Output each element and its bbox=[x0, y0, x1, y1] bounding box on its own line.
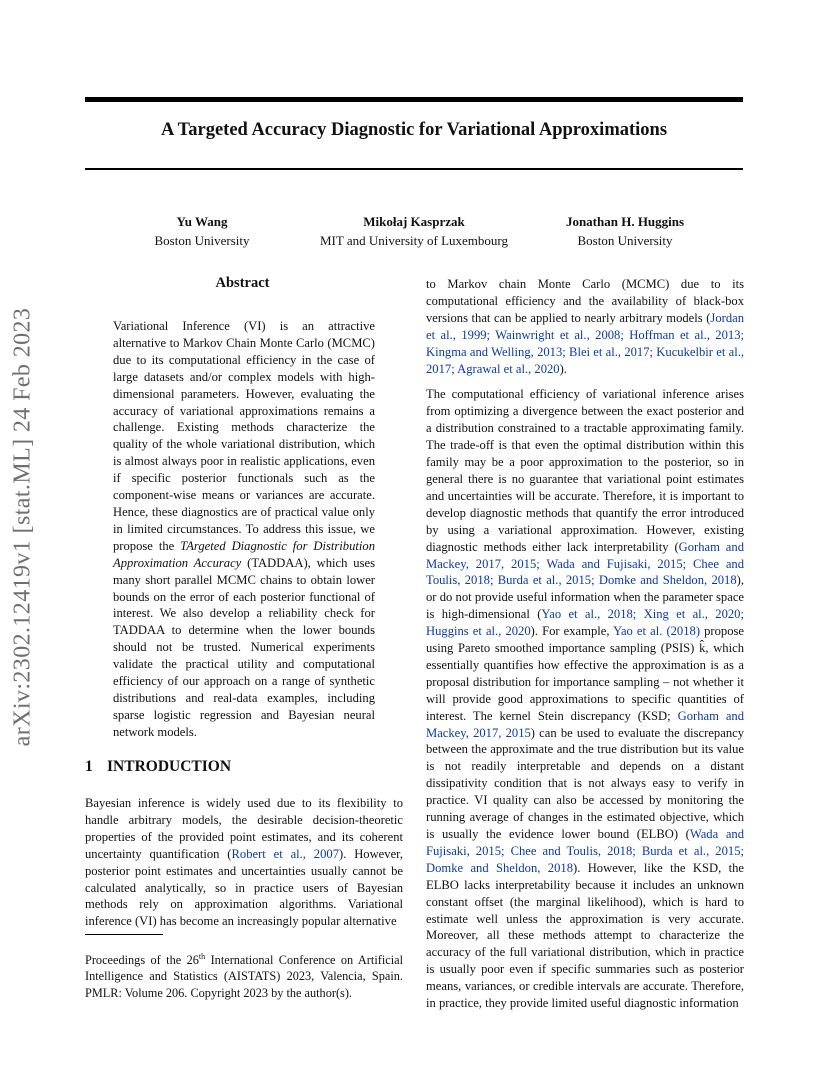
author-affiliation: Boston University bbox=[154, 233, 250, 248]
intro-text: Bayesian inference is widely used due to its flexibility to handle arbitrary models, the desirable decision-theoretic properties of the provided point estimates, and its coherent uncertainty quantification ( bbox=[85, 796, 403, 861]
body-text: to Markov chain Monte Carlo (MCMC) due to its computational efficiency and the availability of black-box versions that can be applied to nearly arbitrary models ( bbox=[426, 277, 744, 325]
intro-text: ). However, posterior point estimates and uncertainties usually cannot be calculated analytically, so in practice users of Bayesian methods rely on approximation algorithms. Variational inference (VI) has become an increasingly popular alternative bbox=[85, 846, 403, 929]
citation-link[interactable]: Robert et al., 2007 bbox=[231, 846, 339, 861]
title-rule-top bbox=[85, 97, 743, 102]
abstract-paragraph bbox=[113, 318, 375, 741]
citation-link[interactable]: Jordan et al., 1999; Wainwright et al., 2008; Hoffman et al., 2013; Kingma and Welling, 2013; Blei et al., 2017; Kucukelbir et al., 2017; Agrawal et al., 2020 bbox=[426, 310, 744, 376]
footnote-part: Proceedings of the 26 bbox=[85, 953, 199, 967]
abstract-body bbox=[113, 318, 375, 741]
citation-link[interactable]: Wada and Fujisaki, 2015; Chee and Toulis, 2018; Burda et al., 2015; Domke and Sheldon, 2018 bbox=[426, 827, 744, 875]
author-block bbox=[555, 212, 695, 250]
right-paragraph bbox=[426, 276, 744, 377]
author-block bbox=[140, 212, 264, 250]
intro-paragraph bbox=[85, 795, 403, 930]
author-name: Jonathan H. Huggins bbox=[565, 214, 685, 229]
body-text: ). bbox=[559, 361, 567, 376]
footnote-rule bbox=[85, 934, 163, 935]
abstract-text: Variational Inference (VI) is an attractive alternative to Markov Chain Monte Carlo (MCMC) due to its computational efficiency in the case of large datasets and/or complex models with high-dimensional parameters. However, evaluating the accuracy of variational approximations remains a challenge. Existing methods characterize the quality of the whole variational distribution, which is almost always poor in realistic applications, even if specific posterior functionals such as the component-wise means or variances are accurate. Hence, these diagnostics are of practical value only in limited circumstances. To address this issue, we propose the bbox=[113, 319, 375, 553]
author-block bbox=[307, 212, 521, 250]
method-name: TArgeted Diagnostic for Distribution Approximation Accuracy bbox=[113, 538, 375, 570]
citation-link[interactable]: Yao et al. (2018) bbox=[613, 624, 701, 639]
abstract-text: (TADDAA), which uses many short parallel MCMC chains to obtain lower bounds on the error of each posterior functional of interest. We also develop a reliability check for TADDAA to determine when the lower bounds should not be trusted. Numerical experiments validate the practical utility and computational efficiency of our approach on a range of synthetic distributions and real-data examples, including sparse logistic regression and Bayesian neural network models. bbox=[113, 555, 375, 739]
body-text: ), or do not provide useful information when the parameter space is high-dimensional ( bbox=[426, 573, 744, 622]
footnote bbox=[85, 952, 403, 1001]
body-text: ). For example, bbox=[530, 624, 614, 639]
author-name: Yu Wang bbox=[176, 214, 228, 229]
paper-title: A Targeted Accuracy Diagnostic for Variational Approximations bbox=[160, 120, 668, 140]
body-text: ) can be used to evaluate the discrepancy between the approximate and the true distribution but its value is not readily interpretable and depends on a distant dissipativity condition that is not always easy to verify in practice. VI quality can also be accessed by monitoring the running average of changes in the estimated objective, which is usually the evidence lower bound (ELBO) ( bbox=[426, 725, 745, 841]
section-title: INTRODUCTION bbox=[107, 758, 232, 775]
body-text: The computational efficiency of variational inference arises from optimizing a divergence between the exact posterior and a distribution constrained to a tractable approximating family. The trade-off is that even the optimal distribution within this family may be a poor approximation to the posterior, so in general there is no guarantee that variational point estimates and uncertainties will be accurate. Therefore, it is important to develop diagnostic methods that quantify the error introduced by using a variational approximation. However, existing diagnostic methods either lack interpretability ( bbox=[426, 387, 744, 554]
author-affiliation: Boston University bbox=[577, 233, 673, 248]
citation-link[interactable]: Gorham and Mackey, 2017, 2015; Wada and Fujisaki, 2015; Chee and Toulis, 2018; Burda et al., 2015; Domke and Sheldon, 2018 bbox=[426, 539, 744, 588]
citation-link[interactable]: Yao et al., 2018; Xing et al., 2020; Huggins et al., 2020 bbox=[426, 607, 744, 639]
footnote-part: International Conference on Artificial Intelligence and Statistics (AISTATS) 2023, Valencia, Spain. PMLR: Volume 206. Copyright 2023 by the author(s). bbox=[85, 953, 403, 1000]
body-text: ). However, like the KSD, the ELBO lacks interpretability because it includes an unknown constant offset (the marginal likelihood), which is hard to estimate well unless the approximation is very accurate. Moreover, all these methods attempt to characterize the accuracy of the full variational distribution, which in practice is usually poor even if specific summaries such as posterior means, variances, or credible intervals are accurate. Therefore, in practice, they provide limited useful diagnostic information bbox=[426, 860, 744, 1011]
author-name: Mikołaj Kasprzak bbox=[363, 214, 465, 229]
body-text: propose using Pareto smoothed importance sampling (PSIS) k̂, which essentially quantifies how effective the approximation is as a proposal distribution for importance sampling – not whether it will provide good approximations to specific quantities of interest. The kernel Stein discrepancy (KSD; bbox=[426, 624, 744, 723]
abstract-heading: Abstract bbox=[215, 275, 270, 291]
right-paragraph bbox=[426, 386, 744, 1012]
right-column bbox=[426, 276, 744, 1012]
author-affiliation: MIT and University of Luxembourg bbox=[320, 233, 508, 248]
section-number: 1 bbox=[85, 758, 93, 775]
section-heading-introduction bbox=[85, 758, 231, 776]
title-rule-bottom bbox=[85, 168, 743, 170]
citation-link[interactable]: Gorham and Mackey, 2017, 2015 bbox=[426, 708, 745, 740]
intro-body bbox=[85, 795, 403, 930]
footnote-superscript: th bbox=[198, 951, 206, 961]
footnote-text bbox=[85, 952, 403, 1001]
arxiv-stamp-text: arXiv:2302.12419v1 [stat.ML] 24 Feb 2023 bbox=[9, 307, 36, 747]
